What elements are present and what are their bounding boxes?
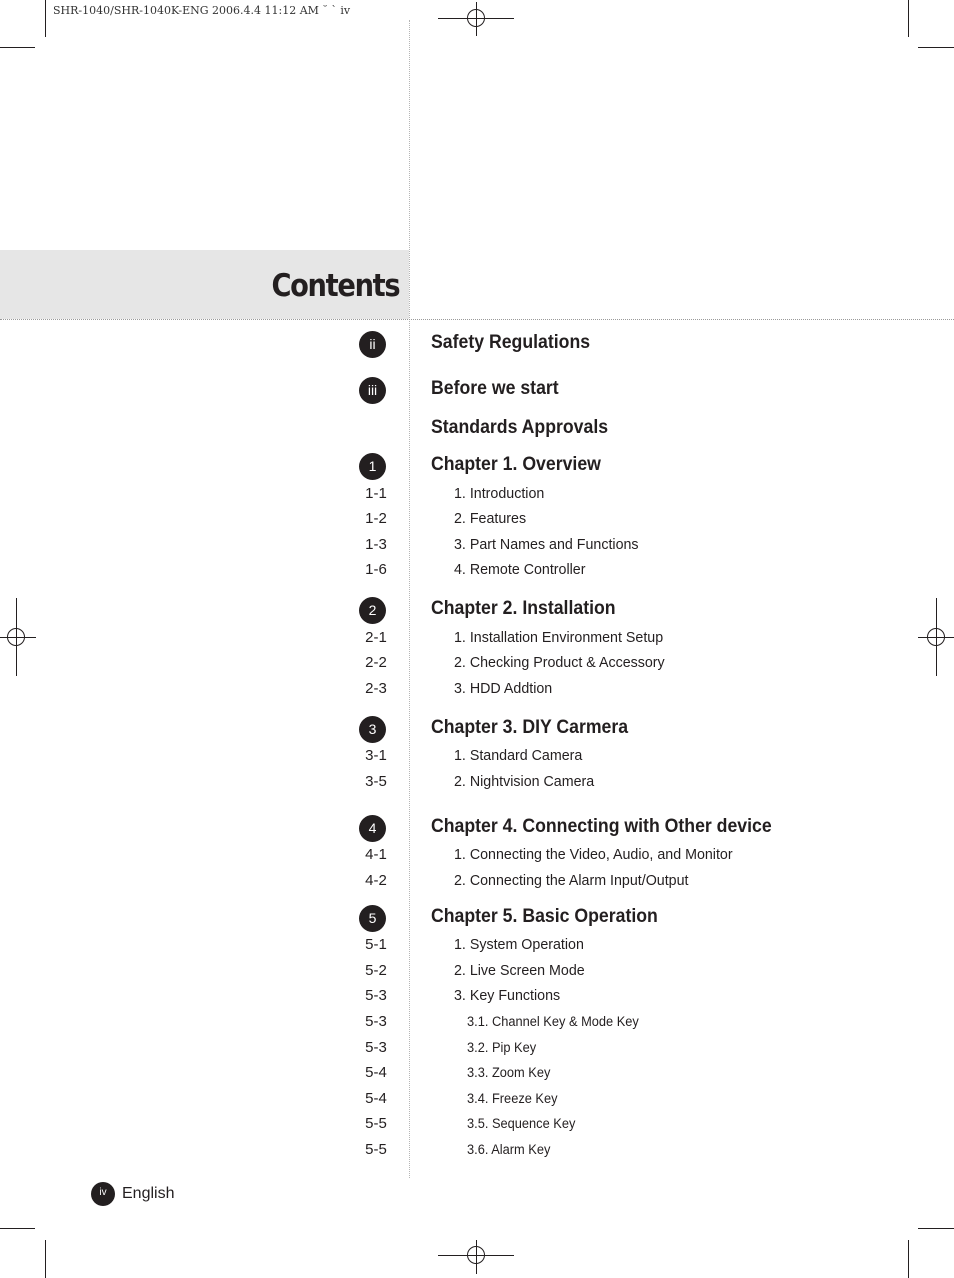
title-divider [0, 319, 954, 320]
page-number: 1-2 [365, 510, 387, 527]
page-number: 3-5 [365, 773, 387, 790]
toc-subitem[interactable]: 3.1. Channel Key & Mode Key [467, 1014, 639, 1029]
page-number: 5-3 [365, 987, 387, 1004]
toc-subitem[interactable]: 3.2. Pip Key [467, 1040, 537, 1055]
crop-mark [0, 47, 35, 48]
toc-heading[interactable]: Chapter 4. Connecting with Other device [431, 816, 772, 837]
toc-entry-row [0, 1111, 954, 1139]
page-number: 5-5 [365, 1115, 387, 1132]
toc-subitem[interactable]: 3.4. Freeze Key [467, 1091, 558, 1106]
toc-entry-row [0, 868, 954, 896]
toc-entry-row [0, 1060, 954, 1088]
toc-entry-row [0, 743, 954, 771]
page-number: 5-3 [365, 1039, 387, 1056]
toc-subitem[interactable]: 3.5. Sequence Key [467, 1116, 576, 1131]
toc-entry-row [0, 1009, 954, 1037]
page-number: 5-3 [365, 1013, 387, 1030]
toc-entry-row [0, 769, 954, 797]
toc-entry-row [0, 1086, 954, 1114]
crop-mark [918, 1228, 954, 1229]
page-number: 4-1 [365, 846, 387, 863]
chapter-badge: iii [359, 377, 386, 404]
toc-entry-row [0, 557, 954, 585]
toc-entry-row [0, 983, 954, 1011]
page-number: 2-1 [365, 629, 387, 646]
toc-entry-row [0, 676, 954, 704]
toc-item[interactable]: 1. Standard Camera [454, 747, 583, 764]
print-header: SHR-1040/SHR-1040K-ENG 2006.4.4 11:12 AM ˘ ` iv [53, 4, 351, 17]
page-number: 2-3 [365, 680, 387, 697]
toc-item[interactable]: 2. Checking Product & Accessory [454, 654, 665, 671]
title-band [0, 250, 409, 319]
toc-heading-row [0, 597, 954, 625]
toc-subitem[interactable]: 3.6. Alarm Key [467, 1142, 551, 1157]
toc-item[interactable]: 3. HDD Addtion [454, 680, 553, 697]
crop-mark [918, 47, 954, 48]
chapter-badge: 5 [359, 905, 386, 932]
page-number: 5-4 [365, 1090, 387, 1107]
page-number: 3-1 [365, 747, 387, 764]
toc-subitem[interactable]: 3.3. Zoom Key [467, 1065, 551, 1080]
toc-entry-row [0, 932, 954, 960]
toc-item[interactable]: 2. Live Screen Mode [454, 962, 585, 979]
toc-heading-row [0, 377, 954, 405]
chapter-badge: 3 [359, 716, 386, 743]
toc-entry-row [0, 1137, 954, 1165]
page-number: 5-1 [365, 936, 387, 953]
toc-entry-row [0, 625, 954, 653]
toc-item[interactable]: 1. System Operation [454, 936, 584, 953]
toc-item[interactable]: 3. Part Names and Functions [454, 536, 639, 553]
toc-heading[interactable]: Chapter 3. DIY Carmera [431, 717, 629, 738]
toc-heading-row [0, 815, 954, 843]
toc-entry-row [0, 958, 954, 986]
chapter-badge: 4 [359, 815, 386, 842]
toc-item[interactable]: 1. Installation Environment Setup [454, 629, 664, 646]
crop-mark [908, 0, 909, 37]
page-number: 5-5 [365, 1141, 387, 1158]
chapter-badge: 1 [359, 453, 386, 480]
toc-item[interactable]: 2. Features [454, 510, 527, 527]
toc-entry-row [0, 650, 954, 678]
toc-heading-row [0, 453, 954, 481]
page-number: 1-3 [365, 536, 387, 553]
toc-item[interactable]: 4. Remote Controller [454, 561, 586, 578]
toc-entry-row [0, 481, 954, 509]
crop-mark [0, 1228, 35, 1229]
crop-mark [45, 0, 46, 37]
toc-item[interactable]: 2. Nightvision Camera [454, 773, 595, 790]
toc-item[interactable]: 1. Introduction [454, 485, 545, 502]
page-title: Contents [271, 268, 399, 304]
chapter-badge: ii [359, 331, 386, 358]
toc-heading[interactable]: Chapter 5. Basic Operation [431, 906, 658, 927]
toc-entry-row [0, 506, 954, 534]
toc-heading[interactable]: Safety Regulations [431, 332, 591, 353]
toc-entry-row [0, 842, 954, 870]
chapter-badge: 2 [359, 597, 386, 624]
toc-heading-row [0, 716, 954, 744]
page-number: 5-4 [365, 1064, 387, 1081]
crop-mark [908, 1240, 909, 1278]
toc-item[interactable]: 2. Connecting the Alarm Input/Output [454, 872, 689, 889]
toc-entry-row [0, 532, 954, 560]
page-number: 2-2 [365, 654, 387, 671]
page-number: 1-6 [365, 561, 387, 578]
page-number: 4-2 [365, 872, 387, 889]
toc-item[interactable]: 1. Connecting the Video, Audio, and Monitor [454, 846, 733, 863]
toc-heading[interactable]: Chapter 2. Installation [431, 598, 616, 619]
toc-heading[interactable]: Before we start [431, 378, 559, 399]
page-number: 1-1 [365, 485, 387, 502]
toc-heading[interactable]: Standards Approvals [431, 417, 609, 438]
toc-heading-row [0, 416, 954, 444]
toc-entry-row [0, 1035, 954, 1063]
crop-mark [45, 1240, 46, 1278]
page-number-badge: iv [91, 1182, 115, 1206]
toc-item[interactable]: 3. Key Functions [454, 987, 561, 1004]
footer-language: English [122, 1185, 175, 1202]
toc-heading-row [0, 905, 954, 933]
toc-heading-row [0, 331, 954, 359]
toc-heading[interactable]: Chapter 1. Overview [431, 454, 601, 475]
page-number: 5-2 [365, 962, 387, 979]
